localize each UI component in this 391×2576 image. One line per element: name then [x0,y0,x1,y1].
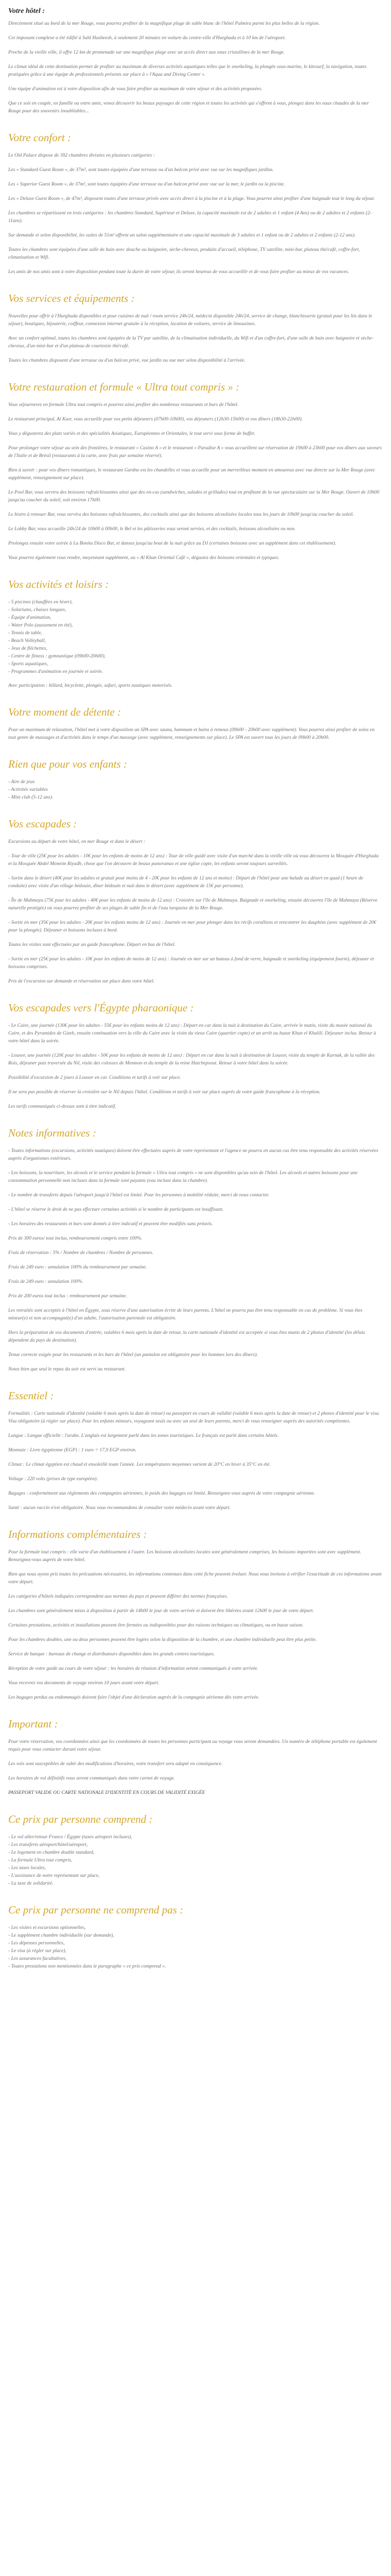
section-paragraph: Les horaires de vol définitifs vous seront communiqués dans votre carnet de voyage. [8,1775,175,1781]
section-paragraph: - Le nombre de transferts depuis l'aéroport jusqu'à l'hôtel est limité. Pour les personnes à mobilité réduite, merci de nous contacter. [8,1192,269,1198]
section-paragraph: Réception de votre guide au cours de votre séjour : les horaires de réunion d'information seront communiqués à votre arrivée. [8,1666,258,1671]
bullet-item: - Toutes prestations non mentionnées dans le paragraphe « ce prix comprend ». [8,1962,383,1970]
bullet-item: - Solariums, chaises longues, [8,606,383,614]
intro-paragraph: Directement situé au bord de la mer Rouge, vous pourrez profiter de la magnifique plage de sable blanc de l'hôtel Palmira parmi les plus belles de la région. [8,21,320,26]
bullet-item: - Les transferts aéroport/hôtel/aéroport, [8,1841,383,1849]
bullet-item: - Les assurances facultatives, [8,1955,383,1962]
section-paragraph: Les amis de nos amis sont à votre disposition pendant toute la durée de votre séjour, ils seront heureux de vous accueillir et de vous faire profiter au mieux de vos vacances. [8,269,349,275]
section-paragraph: Toutes les chambres sont équipées d'une salle de bain avec douche ou baignoire, sèche-cheveux, produits d'accueil, téléphone, TV satellite, mini-bar, plateau thé/café, coffre-fort, climatisation et Wifi. [8,247,360,260]
bullet-list [8,1833,383,1887]
content-section [8,1813,383,1887]
bullet-item: - Beach Volleyball, [8,637,383,645]
section-paragraph: Avec participation : billard, bicyclette, plongée, safari, sports nautiques motorisés. [8,683,173,688]
section-title: Essentiel : [8,1389,54,1402]
bullet-list [8,598,383,675]
section-paragraph: Toutes les visites sont effectuées par un guide francophone. Départ en bus de l'hôtel. [8,942,176,947]
section-paragraph: Possibilité d'excursion de 2 jours à Louxor en car. Conditions et tarifs à voir sur place. [8,1075,181,1080]
section-paragraph: Vous recevrez vos documents de voyage environ 10 jours avant votre départ. [8,1680,159,1686]
section-paragraph: Le Pool Bar, vous servira des boissons rafraîchissantes ainsi que des en-cas (sandwiches, salades et grillades) tout en profitant de la vue spectaculaire sur la Mer Rouge. Ouvert de 10h00 jusqu'au coucher du soleil, soit environ 17h00. [8,489,380,503]
section-paragraph: Le Lobby Bar, vous accueille 24h/24 de 10h00 à 00h00, le Bel et les pâtisseries vous seront servies, et des cocktails, boissons alcoolisées ou non. [8,526,296,532]
section-title: Votre restauration et formule « Ultra tout compris » : [8,381,240,393]
section-paragraph: Les « Superior Guest Room », de 37m², sont toutes équipées d'une terrasse ou d'un balcon privé avec vue sur la mer, le jardin ou la piscine. [8,181,285,187]
content-section [8,292,383,364]
emphasis-line: PASSEPORT VALIDE OU CARTE NATIONALE D'IDENTITÉ EN COURS DE VALIDITÉ EXIGÉE [8,1790,205,1795]
bullet-item: - Centre de fitness : gymnastique (09h00-20h00), [8,652,383,660]
content-section [8,1127,383,1373]
content-section [8,381,383,562]
section-paragraph: Climat : Le climat égyptien est chaud et ensoleillé toute l'année. Les températures moyennes varient de 20°C en hiver à 35°C en été. [8,1462,271,1467]
content-section [8,1718,383,1797]
section-paragraph: Santé : aucun vaccin n'est obligatoire. Nous vous recommandons de consulter votre médecin avant votre départ. [8,1505,231,1511]
intro-title: Votre hôtel : [8,7,45,15]
section-paragraph: Prolongez ensuite votre soirée à La Bonita Disco Bar, et dansez jusqu'au bout de la nuit grâce au DJ (certaines boissons avec un supplément dans cet établissement). [8,540,337,546]
section-paragraph: - Île de Mahmaya (75€ pour les adultes - 40€ pour les enfants de moins de 12 ans) : Croisière sur l'île de Mahmaya. Baignade et snorkeling, ensuite découvrez l'île de Mahmaya (Réserve naturelle protégée) où vous pourrez profiter de ses plages de sable fin et de l'eau turquoise de la Mer Rouge. [8,897,378,911]
section-paragraph: Bien à savoir : pour vos dîners romantiques, le restaurant Gardne est les chandelles et vous accueille pour un merveilleux moment en amoureux avec vue directe sur la Mer Rouge (avec supplément, renseignement sur place). [8,467,376,481]
section-paragraph: Sur demande et selon disponibilité, les suites de 51m² offrent un salon supplémentaire et une capacité maximale de 3 adultes et 1 enfant ou de 2 adultes et 2 enfants (2-12 ans). [8,232,356,238]
section-paragraph: Frais de 249 euro : annulation 100% du remboursement par semaine. [8,1264,147,1270]
intro-paragraph: Que ce soit en couple, en famille ou entre amis, venez découvrir les beaux paysages de cette région et toutes les activités qui s'offrent à vous, plongez dans les eaux chaudes de la mer Rouge pour des souvenirs inoubliables... [8,100,369,114]
section-paragraph: Les « Deluxe Guest Room », de 47m², disposent toutes d'une terrasse privée avec accès direct à la piscine et à la plage. Vous pourrez ainsi profiter d'une baignade tout le long du séjour. [8,196,375,201]
intro-paragraph: Proche de la vieille ville, il offre 12 km de promenade sur une magnifique plage avec un accès direct aux eaux cristallines de la mer Rouge. [8,49,285,55]
content-section [8,578,383,689]
section-title: Vos services et équipements : [8,292,135,304]
section-paragraph: Les tarifs communiqués ci-dessus sont à titre indicatif. [8,1104,117,1109]
bullet-item: - Water Polo (aussement en été), [8,621,383,629]
section-paragraph: Les vols sont susceptibles de subir des modifications d'horaires, votre transfert sera adapté en conséquence. [8,1761,223,1767]
section-paragraph: Le restaurant principal, Al Kasr, vous accueille pour vos petits déjeuners (07h00-10h00), vos déjeuners (12h30-15h00) et vos dîners (18h30-22h00). [8,416,303,422]
bullet-list [8,1924,383,1970]
content-section [8,131,383,276]
section-paragraph: - Les horaires des restaurants et bars sont donnés à titre indicatif et peuvent être modifiés sans préavis. [8,1221,213,1227]
content-section [8,1389,383,1512]
section-paragraph: Langue : Langue officielle : l'arabe. L'anglais est largement parlé dans les zones touristiques. Le français est parlé dans certains hôtels. [8,1433,279,1438]
section-paragraph: Le bistro à renouer Bar, vous servira des boissons rafraîchissantes, des cocktails ainsi que des boissons alcoolisées locales tous les jours de 10h00 jusqu'au coucher du soleil. [8,512,354,517]
bullet-item: - Aire de jeux [8,778,383,786]
bullet-item: - Le visa (à régler sur place), [8,1947,383,1955]
section-paragraph: - Le Caire, une journée (130€ pour les adultes - 55€ pour les enfants moins de 12 ans) : Départ en car dans la nuit à destination du Caire, arrivée le matin, visite du musée national du Caire, et des Pyramides de Gizeh, ensuite continuation vers la ville du Caire avec la visite du vieux Caire (quartier copte) et un arrêt au bazar Khan el Khalili. Déjeuner inclus. Retour à votre hôtel dans la soirée. [8,1023,377,1044]
content-section [8,818,383,985]
section-paragraph: - Tour de ville (25€ pour les adultes - 10€ pour les enfants de moins de 12 ans) : Tour de ville guidé avec visite d'un marché dans la vieille ville où vous découvrez la Mosquée d'Hurghada et la Mosquée Abdel Moneim Riyadh, chose que l'on découvre de beaux panoramas et une église copte, les enfants seront toujours surveillés. [8,853,379,867]
bullet-item: - Mini club (5-12 ans). [8,793,383,801]
section-paragraph: Bagages : conformément aux règlements des compagnies aériennes, le poids des bagages est limité. Renseignez-vous auprès de votre compagnie aérienne. [8,1490,315,1496]
bullet-item: - 5 piscines (chauffées en hiver), [8,598,383,606]
section-paragraph: Les bagages perdus ou endommagés doivent faire l'objet d'une déclaration auprès de la compagnie aérienne dès votre arrivée. [8,1694,259,1700]
section-paragraph: Service de banque : bureaux de change et distributeurs disponibles dans les grands centres touristiques. [8,1651,215,1657]
section-paragraph: Nouvelles pour offrir à l'Hurghada disponibles et pour cuisines de nuit / room service 24h/24, médecin disponible 24h/24, service de change, blanchisserie (gratuit pour les lits dans le séjour), boutiques, bijouterie, coiffeur, connexion internet gratuite à la réception, location de voitures, service de limousines. [8,313,372,327]
bullet-item: - Programmes d'animation en journée et soirée. [8,668,383,675]
bullet-list [8,778,383,801]
sections [8,131,383,1970]
section-paragraph: Certaines prestations, activités et installations peuvent être fermées ou indisponibles pour des raisons techniques ou climatiques, ou en basse saison. [8,1622,304,1628]
section-paragraph: Excursions au départ de votre hôtel, en mer Rouge et dans le désert : [8,839,145,844]
section-paragraph: Vous pourrez également vous rendre, moyennant supplément, au « Al Khan Oriental Café », dégustez des boissons orientales et typiques. [8,555,280,561]
section-title: Rien que pour vos enfants : [8,758,127,770]
bullet-item: - Les visites et excursions optionnelles, [8,1924,383,1931]
section-paragraph: Notez bien que seul le repas du soir est servi au restaurant. [8,1366,126,1372]
section-paragraph: Prix de l'excursion sur demande et réservation sur place dans votre hôtel. [8,978,155,984]
content-section [8,1528,383,1701]
section-paragraph: Les chambres se répartissent en trois catégories : les chambres Standard, Supérieur et Deluxe, la capacité maximale est de 2 adultes et 1 enfant (4 Ans) ou de 2 adultes et 2 enfants (2-11ans). [8,210,372,224]
section-title: Informations complémentaires : [8,1528,147,1540]
section-paragraph: Avec un confort optimal, toutes les chambres sont équipées de la TV par satellite, de la climatisation individuelle, du Wifi et d'un coffre-fort, d'une salle de bain avec baignoire et sèche-cheveux, d'un mini-bar et d'un plateau de courtoisie thé/café. [8,335,373,349]
content-section [8,706,383,741]
section-paragraph: Les « Standard Guest Room », de 37m², sont toutes équipées d'une terrasse ou d'un balcon privé avec vue sur les magnifiques jardins. [8,167,274,173]
intro-paragraph: Le climat idéal de cette destination permet de profiter au maximum de diverses activités aquatiques telles que le snorkeling, la plongée sous-marine, le kitesurf, la navigation, toutes pratiquées grâce à une équipe de professionnels présents sur place à « l'Aqua and Diving Center ». [8,64,367,77]
bullet-item: - L'assistance de notre représentant sur place, [8,1872,383,1879]
section-paragraph: Les retraités sont acceptés à l'hôtel en Égypte, sous réserve d'une autorisation écrite de leurs parents. L'hôtel ne pourra pas être tenu responsable en cas de problème. Si vous êtes mineur(e) et non accompagné(e) d'un adulte, l'autorisation parentale est obligatoire. [8,1308,363,1321]
section-paragraph: Frais de 249 euro : annulation 100%. [8,1279,84,1284]
section-paragraph: Prix de 200 euros tout inclus : remboursement par semaine. [8,1293,127,1299]
section-paragraph: - Louxor, une journée (120€ pour les adultes - 50€ pour les enfants de moins de 12 ans) : Départ en car dans la nuit à destination de Louxor, visite du temple de Karnak, de la vallée des Rois, déjeuner puis traversée du Nil, visite des colosses de Memnon et du temple de la reine Hatchepsout. Retour à votre hôtel dans la soirée. [8,1053,375,1066]
bullet-item: - Sports aquatiques, [8,660,383,668]
section-paragraph: Vous séjournerez en formule Ultra tout compris et pourrez ainsi profiter des nombreux restaurants et bars de l'hôtel. [8,402,239,408]
section-title: Votre moment de détente : [8,706,121,718]
section-paragraph: Hors la préparation de vos documents d'entrée, valables 6 mois après la date de retour, la carte nationale d'identité est acceptée si vous êtes munis de 2 photos d'identité (les délais dépendent du pays de destination). [8,1330,365,1343]
section-paragraph: Monnaie : Livre égyptienne (EGP) : 1 euro = 17,9 EGP environ. [8,1447,137,1453]
section-paragraph: Pour les chambres doubles, une ou deux personnes peuvent être logées selon la disposition de la chambre, et une chambre individuelle peut être plus petite. [8,1637,317,1642]
section-paragraph: Vous y dégusterez des plats variés et des spécialités Asiatiques, Européennes et Orientales, le tout servi sous forme de buffet. [8,431,255,436]
section-paragraph: Les chambres sont généralement mises à disposition à partir de 14h00 le jour de votre arrivée et doivent être libérées avant 12h00 le jour de votre départ. [8,1608,314,1614]
section-paragraph: Pour un maximum de relaxation, l'hôtel met à votre disposition un SPA avec sauna, hammam et bains à remous (09h00 - 20h00 avec supplément). Vous pourrez ainsi profiter de soins en tout genre de massages et d'activités dans le temps d'un massage (avec supplément, renseignements sur place). Le SPA est ouvert tous les jours de 09h00 à 20h00. [8,727,375,740]
section-paragraph: Toutes les chambres disposent d'une terrasse ou d'un balcon privé, vue jardin ou vue mer selon disponibilité à l'arrivée. [8,358,246,363]
bullet-item: - Le vol aller/retour France / Égypte (taxes aéroport incluses), [8,1833,383,1841]
section-paragraph: Tenue correcte exigée pour les restaurants et les bars de l'hôtel (un pantalon est obligatoire pour les hommes lors des dîners). [8,1352,258,1358]
bullet-item: - Le supplément chambre individuelle (sur demande), [8,1931,383,1939]
section-paragraph: Le Old Palace dispose de 392 chambres divisées en plusieurs catégories : [8,152,155,158]
section-paragraph: Prix de 300 euros/ tout inclus, remboursement compris entre 100%. [8,1235,142,1241]
bullet-item: - Le logement en chambre double standard, [8,1849,383,1856]
section-paragraph: Il ne sera pas possible de réserver la croisière sur le Nil depuis l'hôtel. Conditions et tarifs à voir sur place auprès de votre guide francophone à la réception. [8,1089,321,1095]
section-title: Votre confort : [8,131,71,144]
section-paragraph: Pour votre réservation, vos coordonnées ainsi que les coordonnées de toutes les personnes participant au voyage vous seront demandées. Un numéro de téléphone portable est également requis pour vous contacter durant votre séjour. [8,1739,377,1752]
bullet-item: - Tennis de table, [8,629,383,637]
section-title: Important : [8,1718,58,1730]
section-paragraph: Formalités : Carte nationale d'identité (valable 6 mois après la date de retour) ou passeport en cours de validité (valable 6 mois après la date de retour) et 2 photos d'identité pour le visa. Visa obligatoire (à régler sur place). Pour les enfants mineurs, voyageant seuls ou avec un seul de leurs parents, merci de vous renseigner auprès des autorités compétentes. [8,1411,380,1424]
section-paragraph: Voltage : 220 volts (prises de type européen). [8,1476,98,1482]
section-paragraph: - L'hôtel se réserve le droit de ne pas effectuer certaines activités si le nombre de participants est insuffisant. [8,1207,224,1212]
bullet-item: - Les taxes locales, [8,1864,383,1872]
section-paragraph: - Sortie dans le désert (40€ pour les adultes et gratuit pour moins de 4 - 20€ pour les enfants de 12 ans et moins) : Départ de l'hôtel pour une balade au désert en quad (1 heure de conduite) avec visite d'un village bédouin, dîner bédouin et nuit dans le désert (avec supplément de 15€ par personne). [8,875,364,889]
bullet-item: - Activités variables [8,786,383,793]
section-paragraph: - Toutes informations (excursions, activités nautiques) doivent être effectuées auprès de votre représentant et l'agence ne pourra en aucun cas être tenu responsable des activités réservées auprès d'organismes extérieurs. [8,1148,379,1161]
section-title: Vos escapades vers l'Égypte pharaonique : [8,1002,194,1014]
bullet-item: - Jeux de fléchettes, [8,645,383,652]
section-paragraph: - Sortie en mer (25€ pour les adultes - 10€ pour les enfants de moins de 12 ans) : Journée en mer sur un bateau à fond de verre, baignade et snorkeling (équipement fourni), déjeuner et boissons comprises. [8,956,374,970]
section-title: Vos escapades : [8,818,77,830]
section-paragraph: Les catégories d'hôtels indiquées correspondent aux normes du pays et peuvent différer des normes françaises. [8,1594,228,1599]
section-paragraph: Bien que nous ayons pris toutes les précautions nécessaires, les informations contenues dans cette fiche peuvent évoluer. Nous vous invitons à vérifier l'exactitude de ces informations avant votre départ. [8,1571,382,1585]
section-paragraph: Pour la formule tout compris : elle varie d'un établissement à l'autre. Les boissons alcoolisées locales sont généralement comprises, les boissons importées sont avec supplément. Renseignez-vous auprès de votre hôtel. [8,1549,362,1563]
section-paragraph: Pour prolonger votre séjour au sein des frontières, le restaurant « Casino A » et le restaurant « Paradise A » vous accueillent sur réservation de 19h00 à 23h00 pour vos dîners aux saveurs de l'Italie et de Brésil (restaurants à la carte, avec frais par semaine réservé). [8,445,382,459]
section-title: Notes informatives : [8,1127,96,1139]
bullet-item: - La formule Ultra tout compris, [8,1856,383,1864]
content-section [8,758,383,801]
section-paragraph: - Les boissons, la nourriture, les alcools et le service pendant la formule « Ultra tout compris » ne sont disponibles qu'au sein de l'hôtel. Les alcools et autres boissons pour une consommation personnelle non incluses dans la formule sont payants (eau incluse dans la chambre). [8,1170,358,1183]
content-section [8,1002,383,1110]
bullet-item: - Équipe d'animation, [8,614,383,621]
section-paragraph: Frais de réservation : 5% / Nombre de chambres / Nombre de personnes. [8,1250,154,1256]
section-title: Ce prix par personne comprend : [8,1813,153,1825]
content-section [8,1904,383,1970]
section-paragraph: - Sortie en mer (35€ pour les adultes - 20€ pour les enfants moins de 12 ans) : Journée en mer pour plonger dans les récifs coralliens et rencontrer les dauphins (avec supplément de 20€ pour la plongée). Déjeuner et boissons incluses à bord. [8,920,377,933]
intro-paragraph: Cet imposant complexe a été édifié à Sahl Hasheesh, à seulement 20 minutes en voiture du centre-ville d'Hurghada et à 10 km de l'aéroport. [8,35,286,41]
section-title: Ce prix par personne ne comprend pas : [8,1904,184,1916]
section-title: Vos activités et loisirs : [8,578,109,590]
bullet-item: - La taxe de solidarité. [8,1879,383,1887]
intro-paragraph: Une équipe d'animation est à votre disposition afin de vous faire profiter au maximum de votre séjour et des activités proposées. [8,86,263,92]
bullet-item: - Les dépenses personnelles, [8,1939,383,1947]
intro-body [8,20,383,115]
